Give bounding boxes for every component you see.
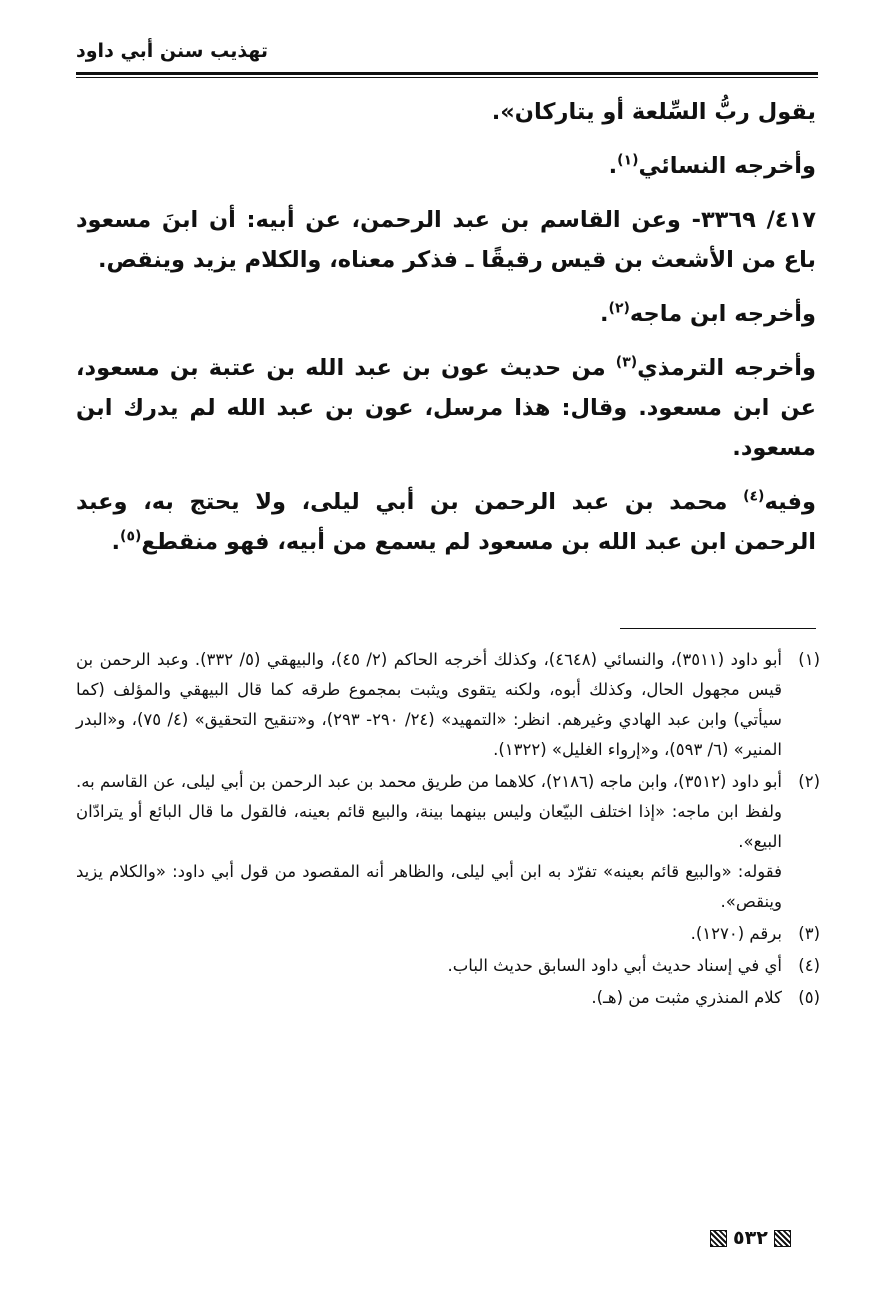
footnote-body [76, 983, 782, 1013]
paragraph-2-text: وأخرجه النسائي [638, 153, 816, 179]
footnote-body [76, 951, 782, 981]
footnote-2 [76, 767, 820, 917]
footnote-ref-1[interactable]: (١) [617, 152, 639, 169]
footnote-body [76, 767, 782, 917]
footnote-number: (٣) [798, 924, 820, 943]
page-number-text: ٥٣٢ [733, 1227, 768, 1249]
main-text [76, 92, 816, 576]
paragraph-3-hadith: ٤١٧/ ٣٣٦٩- وعن القاسم بن عبد الرحمن، عن أبيه: أن ابنَ مسعود باع من الأشعث بن قيس رقيقًا ـ فذكر معناه، والكلام يزيد وينقص. [76, 207, 816, 273]
running-header-title: تهذيب سنن أبي داود [76, 40, 268, 62]
footnote-text: فقوله: «والبيع قائم بعينه» تفرّد به ابن أبي ليلى، والظاهر أنه المقصود من قول أبي داود: «والكلام يزيد وينقص». [76, 862, 782, 911]
paragraph-6 [76, 482, 816, 562]
footnote-number: (١) [798, 650, 820, 669]
footnote-separator [620, 628, 816, 629]
footnote-text: برقم (١٢٧٠). [690, 924, 782, 943]
paragraph-6-mid: محمد بن عبد الرحمن بن أبي ليلى، ولا يحتج به، وعبد الرحمن ابن عبد الله بن مسعود لم يسمع من أبيه، فهو منقطع [76, 489, 816, 555]
ornament-icon [774, 1230, 791, 1247]
paragraph-5 [76, 348, 816, 468]
ornament-icon [710, 1230, 727, 1247]
paragraph-5-start: وأخرجه الترمذي [637, 355, 816, 381]
paragraph-1: يقول ربُّ السِّلعة أو يتاركان». [491, 99, 816, 125]
footnote-text: أبو داود (٣٥١١)، والنسائي (٤٦٤٨)، وكذلك أخرجه الحاكم (٢/ ٤٥)، والبيهقي (٥/ ٣٣٢). وعبد الرحمن بن قيس مجهول الحال، وكذلك أبوه، ولكنه يتقوى ويثبت بمجموع طرقه كما قال البيهقي والمؤلف (كما سيأتي) وابن عبد الهادي وغيرهم. انظر: «التمهيد» (٢٤/ ٢٩٠- ٢٩٣)، و«تنقيح التحقيق» (٤/ ٧٥)، و«البدر المنير» (٦/ ٥٩٣)، و«إرواء الغليل» (١٣٢٢). [76, 650, 783, 759]
footnote-ref-5[interactable]: (٥) [120, 528, 142, 545]
footnote-number: (٢) [798, 772, 820, 791]
header-rule-thick [76, 72, 818, 75]
footnote-5 [76, 983, 820, 1013]
footnote-1 [76, 645, 820, 765]
header-rule-thin [76, 77, 818, 78]
paragraph-4-text: وأخرجه ابن ماجه [629, 301, 816, 327]
paragraph-4-end: . [599, 301, 609, 327]
footnote-number: (٤) [798, 956, 820, 975]
paragraph-2-end: . [608, 153, 618, 179]
footnote-3 [76, 919, 820, 949]
footnote-number: (٥) [798, 988, 820, 1007]
footnotes [76, 645, 820, 1015]
footnote-text: كلام المنذري مثبت من (هـ). [591, 988, 782, 1007]
footnote-4 [76, 951, 820, 981]
footnote-ref-3[interactable]: (٣) [615, 354, 638, 371]
paragraph-6-start: وفيه [764, 489, 816, 515]
footnote-text: أبو داود (٣٥١٢)، وابن ماجه (٢١٨٦)، كلاهما من طريق محمد بن عبد الرحمن بن أبي ليلى، عن القاسم به. ولفظ ابن ماجه: «إذا اختلف البيّعان وليس بينهما بينة، والبيع قائم بعينه، فالقول ما قال البائع أو يترادّان البيع». [76, 772, 782, 851]
footnote-ref-4[interactable]: (٤) [743, 488, 765, 505]
paragraph-5-rest: من حديث عون بن عبد الله بن عتبة بن مسعود، عن ابن مسعود. وقال: هذا مرسل، عون بن عبد الله لم يدرك ابن مسعود. [76, 355, 816, 461]
footnote-body [76, 919, 782, 949]
paragraph-6-end: . [111, 529, 121, 555]
footnote-text: أي في إسناد حديث أبي داود السابق حديث الباب. [447, 956, 782, 975]
footnote-body [76, 645, 782, 765]
paragraph-2 [76, 146, 816, 186]
paragraph-4 [76, 294, 816, 334]
page-number [710, 1227, 791, 1249]
footnote-ref-2[interactable]: (٢) [608, 300, 630, 317]
